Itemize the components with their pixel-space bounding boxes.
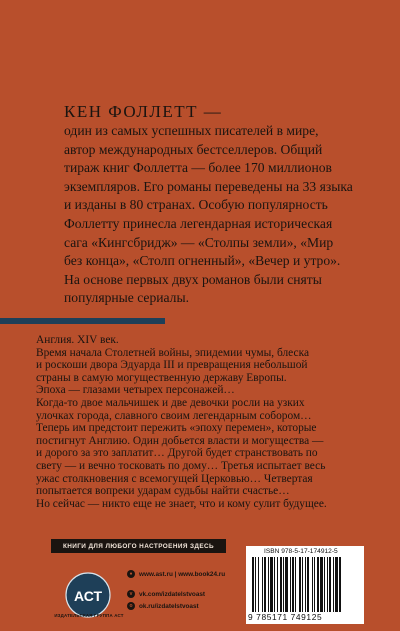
book-blurb — [36, 334, 366, 510]
bio-line: сага «Кингсбридж» — «Столпы земли», «Мир — [64, 234, 334, 250]
publisher-logo — [52, 565, 124, 631]
barcode-bar — [335, 557, 338, 612]
publisher-logo-text: АСТ — [73, 588, 103, 604]
barcode-bar — [270, 557, 273, 612]
blurb-line: Время начала Столетней войны, эпидемии чумы, блеска — [36, 346, 309, 359]
barcode-bar — [290, 557, 291, 612]
author-bio — [64, 122, 364, 308]
barcode-bar — [312, 557, 313, 612]
blurb-line: и роскоши двора Эдуарда III и превращения небольшой — [36, 359, 308, 372]
barcode-bar — [292, 557, 294, 612]
blurb-line: Эпоха — глазами четырех персонажей… — [36, 384, 235, 397]
vk-link[interactable]: vk.com/izdatelstvoast — [139, 590, 206, 598]
website-link[interactable]: www.ast.ru | www.book24.ru — [139, 570, 226, 578]
barcode-bar — [317, 557, 319, 612]
publisher-links — [127, 568, 225, 612]
barcode-bar — [268, 557, 269, 612]
blurb-line: улочках города, славного своим легендарным собором… — [36, 409, 312, 422]
blurb-line: и дорого за это заплатит… Другой будет странствовать по — [36, 447, 318, 460]
ok-link-row[interactable] — [127, 600, 225, 612]
blurb-line: Теперь им предстоит пережить «эпоху перемен», которые — [36, 422, 317, 435]
vk-icon: v — [127, 590, 135, 598]
publisher-footer — [0, 539, 400, 625]
author-name: КЕН ФОЛЛЕТТ — — [64, 102, 223, 121]
isbn-barcode — [246, 546, 364, 624]
barcode-bar — [280, 557, 282, 612]
blurb-line: попытается вопреки ударам судьбы найти счастье… — [36, 485, 290, 498]
bio-line: Фоллетту принесла легендарная историческая — [64, 215, 333, 231]
blurb-line: Англия. XIV век. — [36, 334, 119, 346]
barcode-bar — [258, 557, 259, 612]
globe-icon: ● — [127, 570, 135, 578]
vk-link-row[interactable] — [127, 588, 225, 600]
barcode-bar — [252, 557, 254, 612]
blurb-line: Но сейчас — никто еще не знает, что и кому сулит будущее. — [36, 497, 327, 510]
bio-line: тираж книг Фоллетта — более 170 миллионов — [64, 160, 332, 176]
barcode-digits: 9 785171 749125 — [248, 612, 323, 622]
publisher-tagline: КНИГИ ДЛЯ ЛЮБОГО НАСТРОЕНИЯ ЗДЕСЬ — [51, 539, 226, 553]
barcode-bar — [295, 557, 296, 612]
barcode-bar — [285, 557, 288, 612]
bio-line: На основе первых двух романов были сняты — [64, 271, 322, 287]
bio-line: без конца», «Столп огненный», «Вечер и утро». — [64, 253, 341, 269]
barcode-bar — [299, 557, 301, 612]
barcode-bar — [320, 557, 323, 612]
blurb-line: страны в самую могущественную державу Европы. — [36, 371, 287, 384]
section-divider — [0, 318, 165, 324]
blurb-line: свету — и вечно тосковать по дому… Третья испытает весь — [36, 459, 326, 472]
barcode-bar — [339, 557, 341, 612]
barcode-bar — [307, 557, 309, 612]
ok-link[interactable]: ok.ru/izdatelstvoast — [139, 602, 199, 610]
barcode-bar — [264, 557, 266, 612]
author-section — [64, 101, 364, 308]
publisher-logo-caption: ИЗДАТЕЛЬСКАЯ ГРУППА АСТ — [54, 613, 124, 618]
ok-icon: o — [127, 602, 135, 610]
barcode-bar — [329, 557, 331, 612]
website-link-row[interactable] — [127, 568, 225, 580]
barcode-bar — [255, 557, 256, 612]
blurb-line: постигнут Англию. Один добьется власти и могущества — — [36, 434, 324, 447]
barcode-bar — [327, 557, 328, 612]
blurb-line: ужас столкновения с всемогущей Церковью… Четвертая — [36, 472, 313, 485]
isbn-label: ISBN 978-5-17-174912-5 — [264, 548, 338, 555]
blurb-line: Когда-то двое мальчишек и две девочки росли на узких — [36, 396, 305, 409]
bio-line: один из самых успешных писателей в мире, — [64, 123, 319, 138]
barcode-bar — [277, 557, 278, 612]
barcode-bar — [333, 557, 334, 612]
barcode-bar — [324, 557, 325, 612]
barcode-bar — [283, 557, 284, 612]
barcode-bar — [305, 557, 306, 612]
bio-line: и изданы в 80 странах. Особую популярность — [64, 197, 328, 213]
barcode-graphic — [252, 557, 358, 612]
bio-line: популярные сериалы. — [64, 290, 189, 306]
barcode-bar — [314, 557, 315, 612]
barcode-bar — [274, 557, 275, 612]
bio-line: экземпляров. Его романы переведены на 33 языка — [64, 178, 353, 194]
bio-line: автор международных бестселлеров. Общий — [64, 141, 323, 157]
barcode-bar — [262, 557, 263, 612]
barcode-bar — [302, 557, 303, 612]
